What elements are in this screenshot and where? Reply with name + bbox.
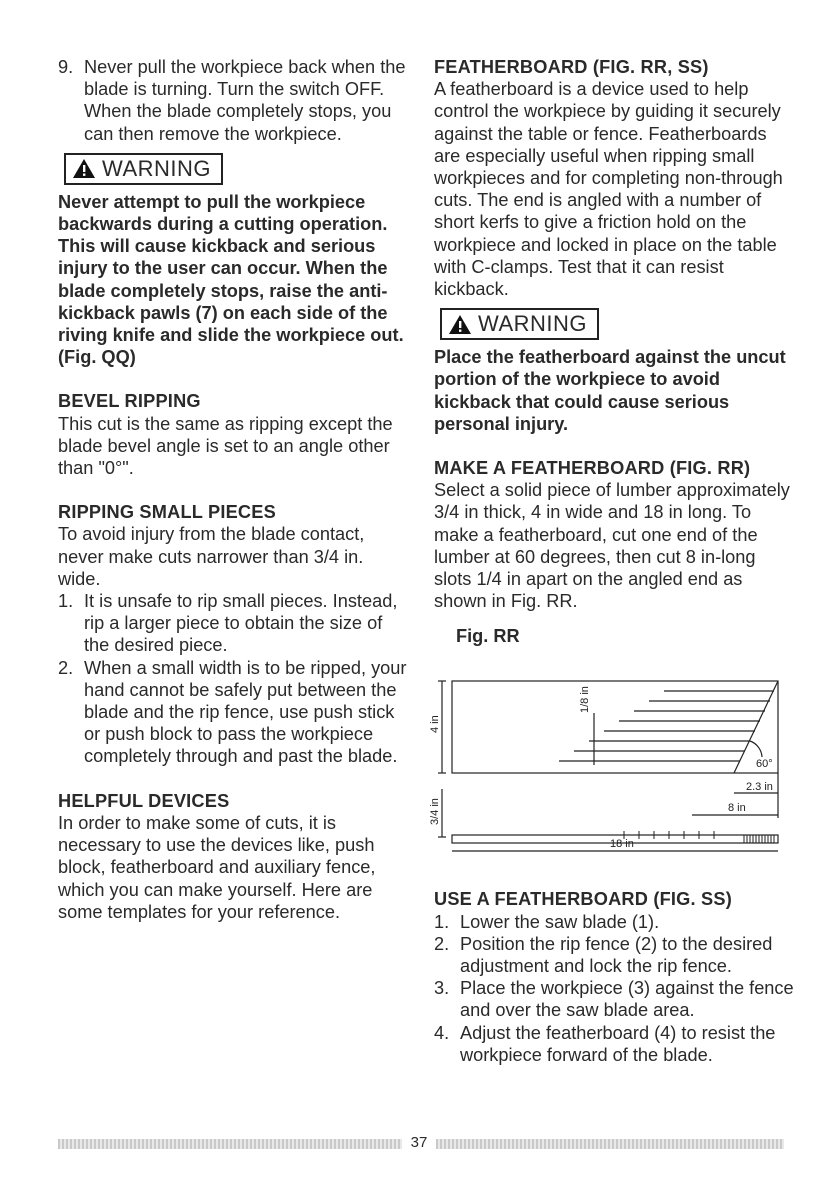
- dim-23in-label: 2.3 in: [746, 781, 773, 794]
- make-featherboard-text: Select a solid piece of lumber approximately 3/4 in thick, 4 in wide and 18 in long. To make a featherboard, cut one end of the lumber at 60 degrees, then cut 8 in-long slots 1/4 in apart on the angled end as shown in Fig. RR.: [434, 480, 790, 612]
- list-item: 3. Place the workpiece (3) against the fence and over the saw blade area.: [434, 978, 794, 1021]
- item-9-text: Never pull the workpiece back when the blade is turning. Turn the switch OFF. When the blade completely stops, you can then remove the workpiece.: [84, 57, 406, 144]
- list-item: 4. Adjust the featherboard (4) to resist the workpiece forward of the blade.: [434, 1022, 776, 1065]
- list-item: 9. Never pull the workpiece back when the blade is turning. Turn the switch OFF. When the blade completely stops, you can then remove the workpiece.: [58, 56, 410, 145]
- footer-bar-right: [436, 1139, 784, 1149]
- list-item: 1. It is unsafe to rip small pieces. Instead, rip a larger piece to obtain the size of the desired piece.: [58, 591, 398, 656]
- ripping-small-pieces-text: To avoid injury from the blade contact, never make cuts narrower than 3/4 in. wide.: [58, 524, 365, 589]
- bevel-ripping-heading: BEVEL RIPPING: [58, 391, 201, 412]
- make-featherboard-heading: MAKE A FEATHERBOARD (FIG. RR): [434, 458, 751, 479]
- warning-box: [440, 308, 599, 340]
- dim-18in-label: 18 in: [610, 838, 634, 851]
- dim-8in-label: 8 in: [728, 802, 746, 815]
- warning-box: [64, 153, 223, 185]
- bevel-ripping-text: This cut is the same as ripping except the blade bevel angle is set to an angle other than "0°".: [58, 413, 393, 479]
- page-number: 37: [410, 1134, 428, 1151]
- helpful-devices-text: In order to make some of cuts, it is necessary to use the devices like, push block, featherboard and auxiliary fence, which you can make yourself. Here are some templates for your reference.: [58, 812, 376, 922]
- board-outline: [452, 681, 778, 773]
- helpful-devices-heading: HELPFUL DEVICES: [58, 790, 230, 811]
- ripping-small-pieces-heading: RIPPING SMALL PIECES: [58, 502, 276, 523]
- figure-label: Fig. RR: [456, 626, 520, 647]
- dim-60-label: 60°: [756, 758, 773, 771]
- dim-slot-label: 1/8 in: [579, 686, 591, 714]
- warning-label: WARNING: [102, 155, 212, 181]
- list-item: 2. Position the rip fence (2) to the desired adjustment and lock the rip fence.: [434, 933, 773, 977]
- warning-triangle-icon: [72, 158, 96, 179]
- use-featherboard-heading: USE A FEATHERBOARD (FIG. SS): [434, 889, 732, 910]
- left-column: [58, 56, 410, 923]
- featherboard-text: A featherboard is a device used to help control the workpiece by guiding it securely against the table or fence. Featherboards are especially useful when ripping small workpieces and for completing non-through cuts. The end is angled with a number of short kerfs to give a friction hold on the workpiece and locked in place on the table with C-clamps. Test that it can resist kickback.: [434, 79, 783, 300]
- warning-text: Place the featherboard against the uncut portion of the workpiece to avoid kickback that could cause serious personal injury.: [434, 347, 786, 434]
- dim-34in-label: 3/4 in: [429, 798, 441, 826]
- dim-4in-label: 4 in: [429, 715, 441, 734]
- warning-text: Never attempt to pull the workpiece backwards during a cutting operation. This will cause kickback and serious injury to the user can occur. When the blade completely stops, raise the anti-kickback pawls (7) on each side of the riving knife and slide the workpiece out. (Fig. QQ): [58, 191, 404, 368]
- list-item: 2. When a small width is to be ripped, your hand cannot be safely put between the blade and the rip fence, use push stick or push block to pass the workpiece completely through and past the blade.: [58, 657, 407, 767]
- warning-label: WARNING: [478, 311, 588, 337]
- page-footer: [0, 1134, 838, 1156]
- list-item: 1. Lower the saw blade (1).: [434, 911, 660, 932]
- warning-triangle-icon: [448, 314, 472, 335]
- right-column: [429, 56, 794, 1066]
- featherboard-diagram: [429, 653, 794, 853]
- featherboard-heading: FEATHERBOARD (FIG. RR, SS): [434, 57, 709, 77]
- footer-bar-left: [58, 1139, 402, 1149]
